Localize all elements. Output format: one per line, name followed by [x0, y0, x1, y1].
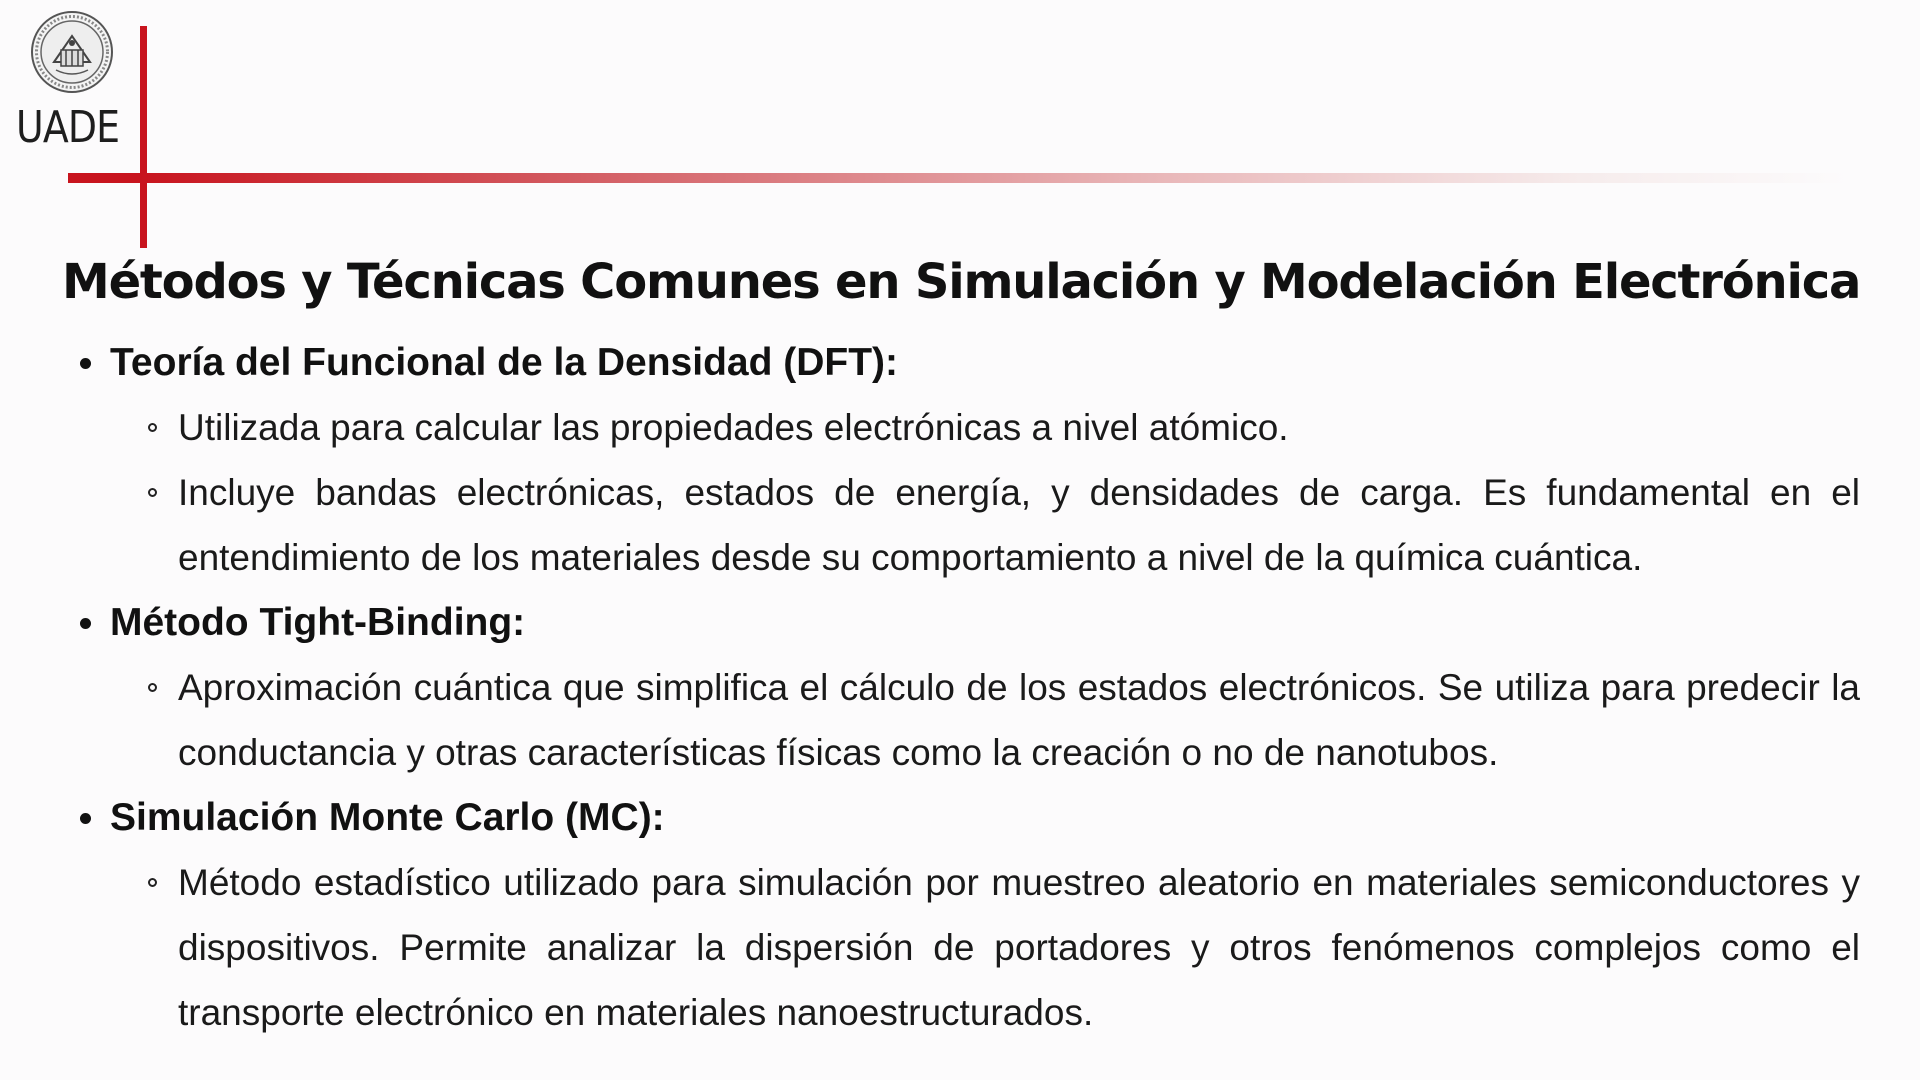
sub-bullet: Utilizada para calcular las propiedades electrónicas a nivel atómico.	[178, 395, 1860, 460]
university-seal-icon	[30, 10, 114, 94]
section-tight-binding	[70, 590, 1860, 785]
uade-logo	[16, 10, 126, 153]
section-dft	[70, 330, 1860, 590]
slide-title: Métodos y Técnicas Comunes en Simulación y Modelación Electrónica	[62, 254, 1861, 310]
section-monte-carlo	[70, 785, 1860, 1045]
accent-vertical-line	[140, 26, 147, 248]
bullet-heading: Método Tight-Binding:	[70, 590, 1860, 655]
bullet-list	[70, 330, 1860, 1045]
bullet-heading: Simulación Monte Carlo (MC):	[70, 785, 1860, 850]
logo-text: UADE	[16, 102, 120, 153]
sub-bullet: Aproximación cuántica que simplifica el cálculo de los estados electrónicos. Se utiliza para predecir la conductancia y otras características físicas como la creación o no de nanotubos.	[178, 655, 1860, 785]
sub-bullet: Incluye bandas electrónicas, estados de energía, y densidades de carga. Es fundamental en el entendimiento de los materiales desde su comportamiento a nivel de la química cuántica.	[178, 460, 1860, 590]
bullet-heading: Teoría del Funcional de la Densidad (DFT):	[70, 330, 1860, 395]
accent-horizontal-line	[68, 173, 1848, 183]
sub-bullet: Método estadístico utilizado para simulación por muestreo aleatorio en materiales semiconductores y dispositivos. Permite analizar la dispersión de portadores y otros fenómenos complejos como el transporte electrónico en materiales nanoestructurados.	[178, 850, 1860, 1045]
